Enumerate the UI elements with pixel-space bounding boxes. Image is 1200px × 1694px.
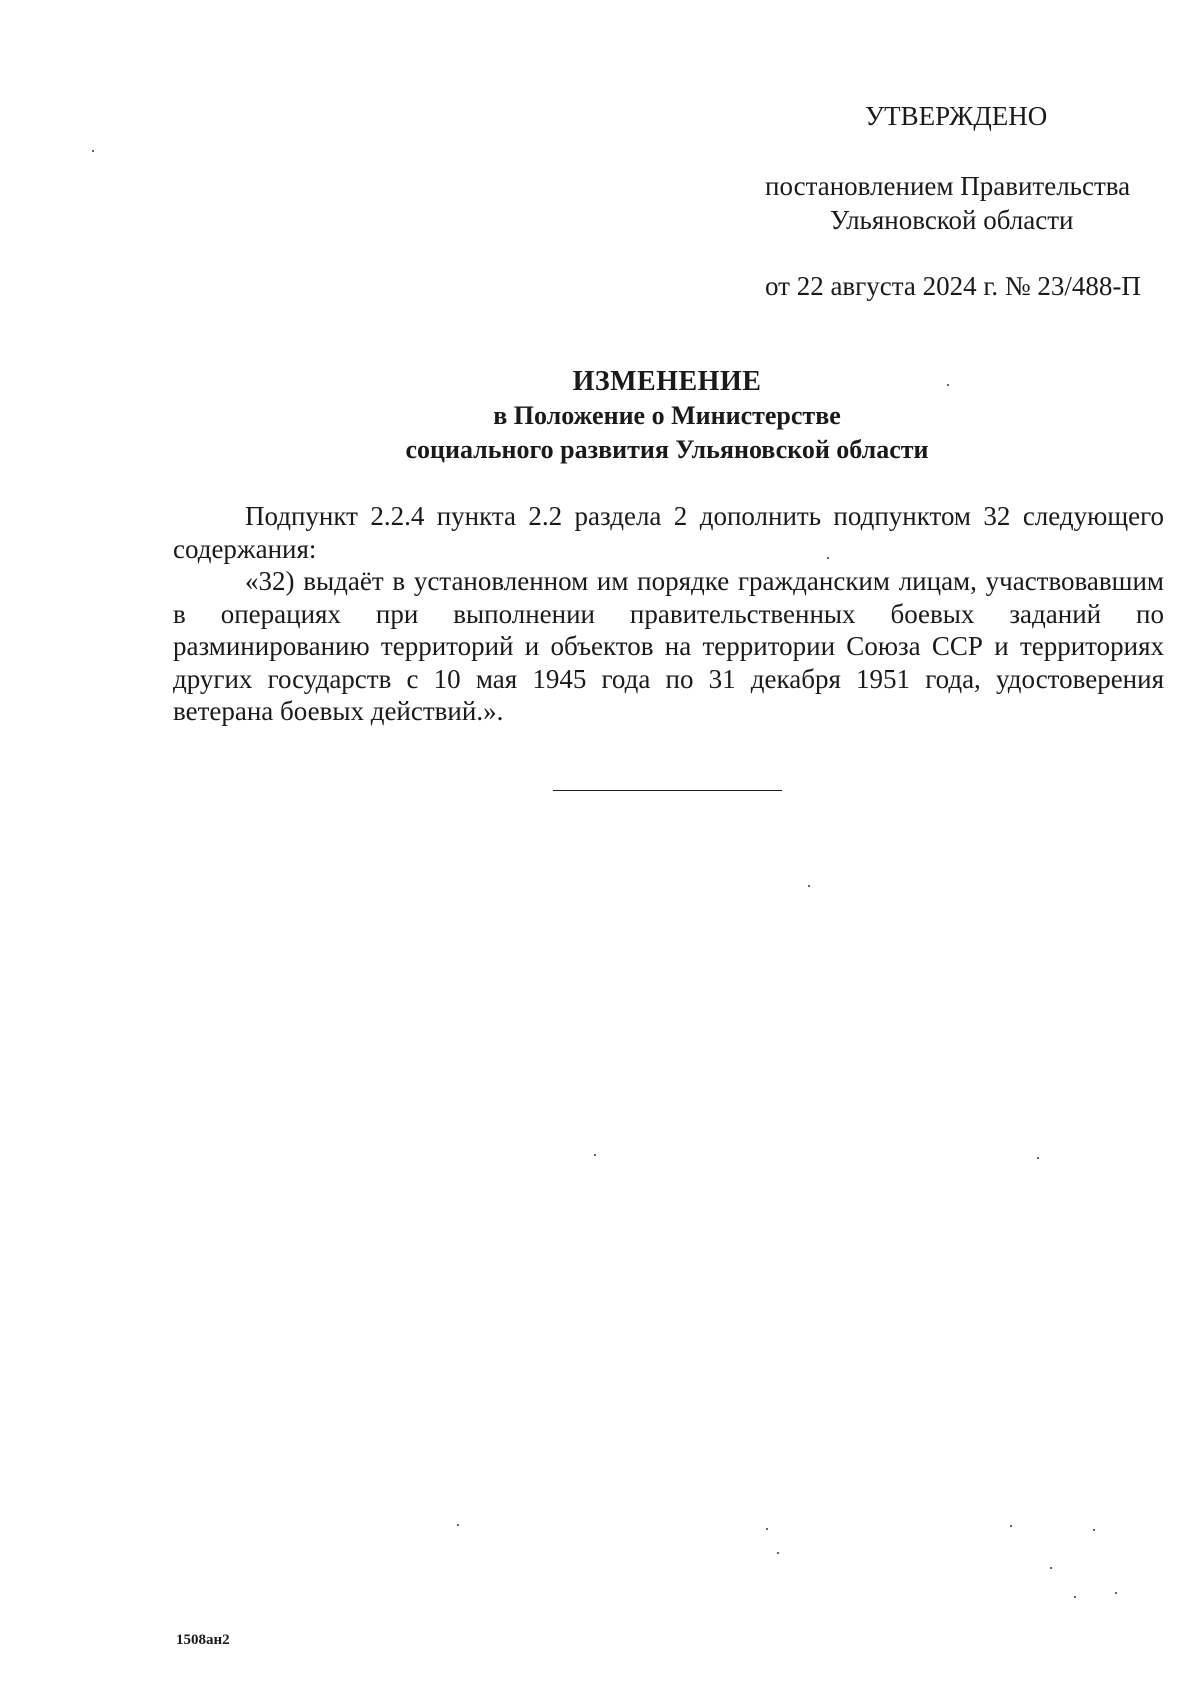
scan-speck	[1093, 1529, 1095, 1531]
document-heading	[170, 365, 1164, 467]
scan-speck	[92, 150, 94, 152]
document-code: 1508ан2	[176, 1632, 230, 1648]
scan-speck	[947, 384, 949, 386]
scan-speck	[827, 557, 829, 559]
document-body	[173, 500, 1164, 728]
scan-speck	[766, 1528, 768, 1530]
scan-speck	[1115, 1592, 1117, 1594]
heading-subtitle-line-2: социального развития Ульяновской области	[405, 435, 929, 464]
scan-speck	[1037, 1157, 1039, 1159]
scan-speck	[1010, 1525, 1012, 1527]
approval-title: УТВЕРЖДЕНО	[865, 101, 1048, 131]
scan-speck	[1050, 1567, 1052, 1569]
approval-authority-line-2: Ульяновской области	[830, 205, 1074, 235]
scan-speck	[594, 1154, 596, 1156]
body-paragraph-2: «32) выдаёт в установленном им порядке гражданским лицам, участвовавшим в операциях при выполнении правительственных боевых заданий по разминированию территорий и объектов на территории Союза ССР и территориях других государств с 10 мая 1945 года по 31 декабря 1951 года, удостоверения ветерана боевых действий.».	[173, 566, 1164, 726]
body-paragraph-1: Подпункт 2.2.4 пункта 2.2 раздела 2 дополнить подпунктом 32 следующего содержания:	[173, 501, 1164, 564]
scan-speck	[808, 885, 810, 887]
heading-subtitle-line-1: в Положение о Министерстве	[493, 401, 841, 430]
scan-speck	[1074, 1596, 1076, 1598]
scan-speck	[777, 1552, 779, 1554]
closing-rule	[553, 790, 782, 791]
heading-title: ИЗМЕНЕНИЕ	[572, 366, 762, 397]
approval-authority-line-1: постановлением Правительства	[765, 171, 1131, 201]
scan-speck	[457, 1524, 459, 1526]
approval-date-number: от 22 августа 2024 г. № 23/488-П	[765, 271, 1141, 301]
